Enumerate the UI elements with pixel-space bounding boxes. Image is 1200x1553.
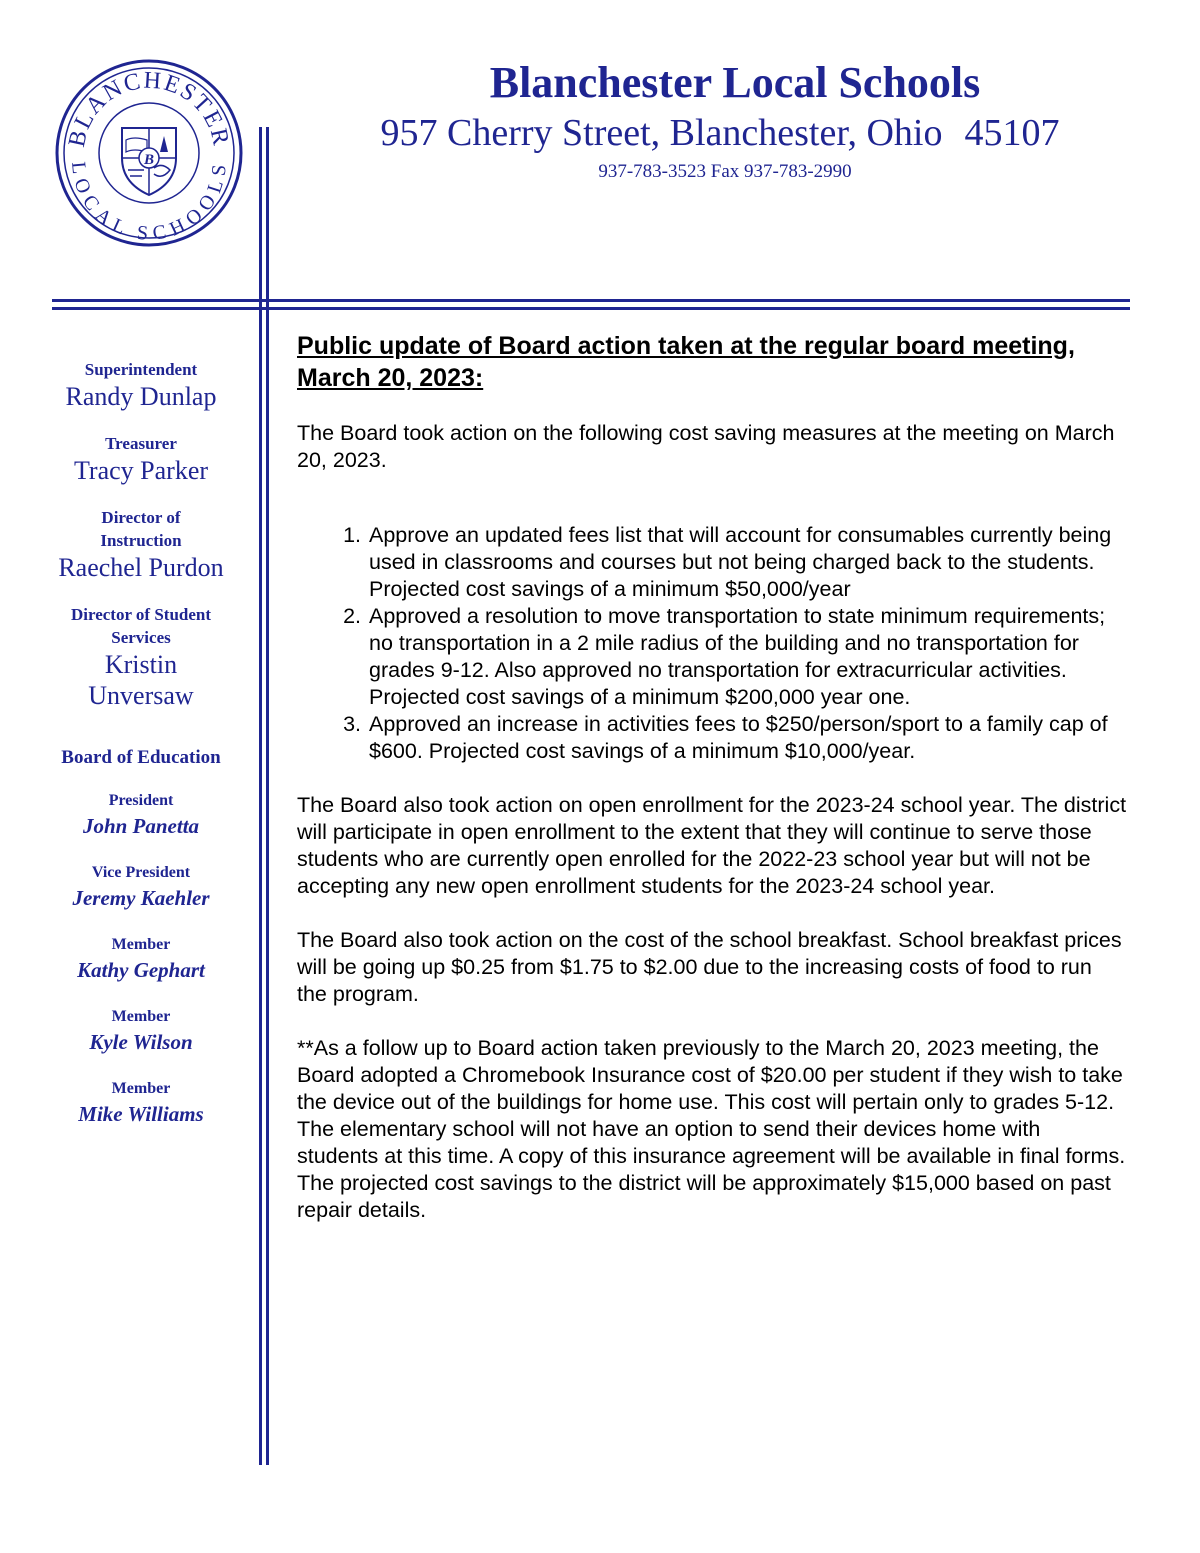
horizontal-divider xyxy=(52,299,1130,310)
instruction-role-line-2: Instruction xyxy=(100,531,182,550)
staff-sidebar xyxy=(30,358,252,1151)
zip-code: 45107 xyxy=(964,112,1060,154)
instruction-role-line-1: Director of xyxy=(101,508,181,527)
treasurer-name: Tracy Parker xyxy=(73,456,209,485)
student-services-name-line-1: Kristin xyxy=(104,650,178,679)
board-member xyxy=(30,1079,252,1129)
superintendent-name: Randy Dunlap xyxy=(65,382,217,411)
seal-top-text: BLANCHESTER xyxy=(64,67,234,150)
seal-bottom-text: LOCAL SCHOOLS xyxy=(67,160,231,245)
board-member-role: Member xyxy=(111,1080,171,1097)
school-seal-logo xyxy=(54,58,244,248)
cost-saving-list xyxy=(297,522,1127,765)
board-member xyxy=(30,1007,252,1057)
student-services-name-line-2: Unversaw xyxy=(88,681,194,710)
board-member-role: Member xyxy=(111,936,171,953)
chromebook-paragraph: **As a follow up to Board action taken previously to the March 20, 2023 meeting, the Board adopted a Chromebook Insurance cost of $20.00 per student if they wish to take the device out of the buildings for home use. This cost will pertain only to grades 5-12. The elementary school will not have an option to send their devices home with students at this time. A copy of this insurance agreement will be available in final forms. The projected cost savings to the district will be approximately $15,000 based on past repair details. xyxy=(297,1036,1126,1222)
student-services-block xyxy=(30,603,252,711)
superintendent-block xyxy=(30,358,252,412)
board-member-name: John Panetta xyxy=(82,814,200,838)
board-heading: Board of Education xyxy=(61,747,221,768)
student-services-role-line-2: Services xyxy=(111,628,171,647)
document-title: Public update of Board action taken at the regular board meeting, March 20, 2023: xyxy=(297,332,1075,392)
list-item: 2. Approved a resolution to move transportation to state minimum requirements; no transportation in a 2 mile radius of the building and no transportation for grades 9-12. Also approved no transportation for extracurricular activities. Projected cost savings of a minimum $200,000 year one. xyxy=(367,603,1127,711)
vertical-divider xyxy=(259,127,269,1465)
treasurer-role: Treasurer xyxy=(105,434,177,453)
board-member-name: Mike Williams xyxy=(78,1102,204,1126)
board-member-role: President xyxy=(108,792,174,809)
list-item: 1. Approve an updated fees list that will account for consumables currently being used in classrooms and courses but not being charged back to the students. Projected cost savings of a minimum $50,000/year xyxy=(367,522,1127,603)
board-member-role: Vice President xyxy=(91,864,191,881)
instruction-director-block xyxy=(30,506,252,583)
board-member-name: Kyle Wilson xyxy=(89,1030,193,1054)
address-line xyxy=(300,110,1140,156)
treasurer-block xyxy=(30,432,252,486)
seal-monogram: B xyxy=(143,152,155,168)
school-name: Blanchester Local Schools xyxy=(489,58,981,107)
board-member-name: Kathy Gephart xyxy=(77,958,205,982)
street-address: 957 Cherry Street, Blanchester, Ohio xyxy=(380,112,943,154)
enrollment-paragraph: The Board also took action on open enrollment for the 2023-24 school year. The district will participate in open enrollment to the extent that they will continue to serve those students who are currently open enrolled for the 2022-23 school year but will not be accepting any new open enrollment students for the 2023-24 school year. xyxy=(297,793,1127,898)
letter-body xyxy=(297,330,1127,1251)
board-member-name: Jeremy Kaehler xyxy=(72,886,210,910)
student-services-role-line-1: Director of Student xyxy=(70,605,212,624)
phone-fax: 937-783-3523 Fax 937-783-2990 xyxy=(598,161,852,182)
letterhead xyxy=(300,58,1140,184)
instruction-director-name: Raechel Purdon xyxy=(58,553,224,582)
board-member xyxy=(30,935,252,985)
board-member-role: Member xyxy=(111,1008,171,1025)
board-member xyxy=(30,791,252,841)
superintendent-role: Superintendent xyxy=(84,360,198,379)
board-member xyxy=(30,863,252,913)
list-item: 3. Approved an increase in activities fees to $250/person/sport to a family cap of $600. Projected cost savings of a minimum $10,000/year. xyxy=(367,711,1127,765)
intro-paragraph: The Board took action on the following cost saving measures at the meeting on March 20, 2023. xyxy=(297,421,1115,472)
breakfast-paragraph: The Board also took action on the cost of the school breakfast. School breakfast prices will be going up $0.25 from $1.75 to $2.00 due to the increasing costs of food to run the program. xyxy=(297,928,1122,1006)
